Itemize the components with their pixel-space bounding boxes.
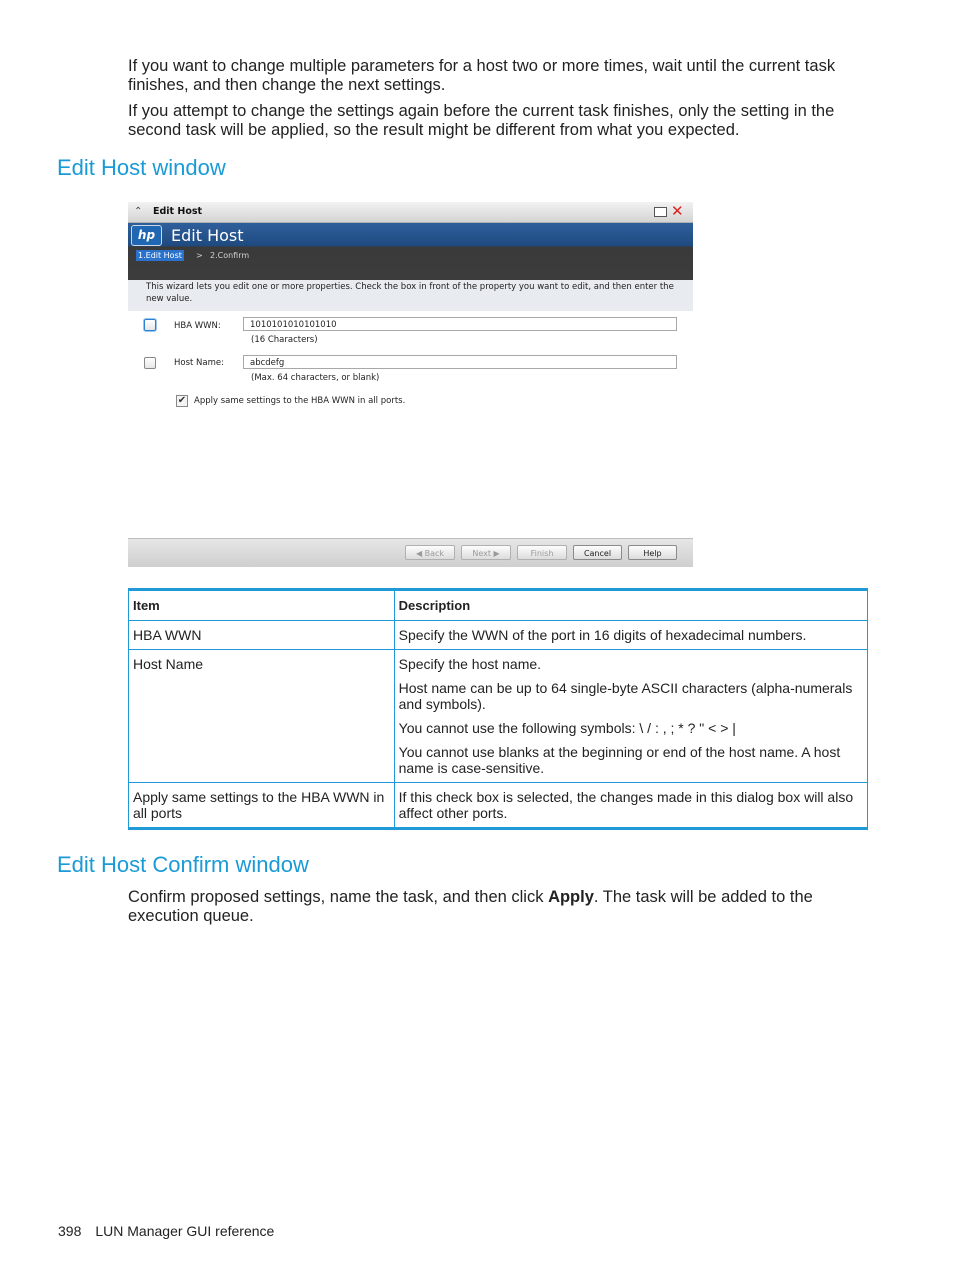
apply-all-ports-label: Apply same settings to the HBA WWN in all ports.	[194, 396, 406, 406]
hba-wwn-hint: (16 Characters)	[251, 335, 318, 345]
close-icon[interactable]: ✕	[671, 202, 684, 220]
footer-title: LUN Manager GUI reference	[95, 1223, 275, 1239]
host-name-input[interactable]: abcdefg	[243, 355, 677, 369]
table-row	[129, 783, 868, 829]
wizard-description-text: This wizard lets you edit one or more properties. Check the box in front of the property you want to edit, and then enter the new value.	[146, 282, 674, 304]
apply-keyword: Apply	[548, 888, 594, 906]
host-name-label: Host Name:	[174, 358, 224, 368]
next-button[interactable]: Next ▶	[461, 545, 511, 560]
page-number: 398	[58, 1223, 82, 1239]
intro-paragraph-2: If you attempt to change the settings again before the current task finishes, only the setting in the second task will be applied, so the result might be different from what you expected.	[128, 102, 835, 139]
cancel-button[interactable]: Cancel	[573, 545, 622, 560]
dialog-titlebar	[128, 202, 693, 223]
table-row	[129, 621, 868, 650]
description-line: Specify the WWN of the port in 16 digits of hexadecimal numbers.	[398, 627, 807, 643]
dialog-header-title: Edit Host	[171, 226, 244, 245]
table-cell-item: Host Name	[129, 650, 395, 783]
step-confirm: 2.Confirm	[210, 251, 250, 260]
hba-wwn-checkbox[interactable]	[144, 319, 156, 331]
table-header-item: Item	[129, 590, 395, 621]
table-cell-item: Apply same settings to the HBA WWN in all ports	[129, 783, 395, 829]
hp-logo: hp	[131, 225, 162, 246]
description-line: You cannot use blanks at the beginning or end of the host name. A host name is case-sensitive.	[398, 744, 841, 776]
chevron-up-icon[interactable]: ⌃	[134, 206, 143, 217]
step-edit-host: 1.Edit Host	[138, 251, 182, 260]
page-footer	[58, 1223, 274, 1239]
table-row	[129, 650, 868, 783]
table-cell-description	[394, 650, 867, 783]
section-title-edit-host-confirm: Edit Host Confirm window	[57, 852, 309, 877]
section-title-edit-host: Edit Host window	[57, 155, 226, 180]
help-button[interactable]: Help	[628, 545, 677, 560]
description-line: If this check box is selected, the changes made in this dialog box will also affect other ports.	[398, 789, 854, 821]
description-line: You cannot use the following symbols: \ / : , ; * ? " < > |	[398, 720, 736, 736]
wizard-description	[128, 280, 693, 311]
host-name-hint: (Max. 64 characters, or blank)	[251, 373, 380, 383]
back-button[interactable]: ◀ Back	[405, 545, 455, 560]
intro-paragraph-1: If you want to change multiple parameters for a host two or more times, wait until the current task finishes, and then change the next settings.	[128, 57, 836, 94]
edit-host-dialog-screenshot	[128, 202, 693, 566]
apply-all-ports-checkbox[interactable]: ✔	[177, 395, 187, 406]
table-cell-description	[394, 783, 867, 829]
table-cell-description	[394, 621, 867, 650]
finish-button[interactable]: Finish	[517, 545, 567, 560]
dialog-button-bar	[128, 538, 693, 567]
description-table	[128, 588, 868, 830]
confirm-text-after: . The task will be added to the execution queue.	[128, 888, 813, 925]
table-cell-item: HBA WWN	[129, 621, 395, 650]
host-name-checkbox[interactable]	[144, 357, 156, 369]
hba-wwn-input[interactable]: 1010101010101010	[243, 317, 677, 331]
hba-wwn-label: HBA WWN:	[174, 321, 221, 331]
table-header-description: Description	[394, 590, 867, 621]
table-header-row	[129, 590, 868, 621]
description-line: Host name can be up to 64 single-byte ASCII characters (alpha-numerals and symbols).	[398, 680, 853, 712]
dialog-window-title: Edit Host	[153, 206, 203, 217]
step-separator: >	[196, 251, 203, 260]
maximize-icon[interactable]	[654, 207, 667, 217]
dialog-header	[128, 223, 693, 280]
description-line: Specify the host name.	[398, 656, 542, 672]
confirm-paragraph	[128, 888, 868, 926]
confirm-text-before: Confirm proposed settings, name the task, and then click	[128, 888, 549, 906]
